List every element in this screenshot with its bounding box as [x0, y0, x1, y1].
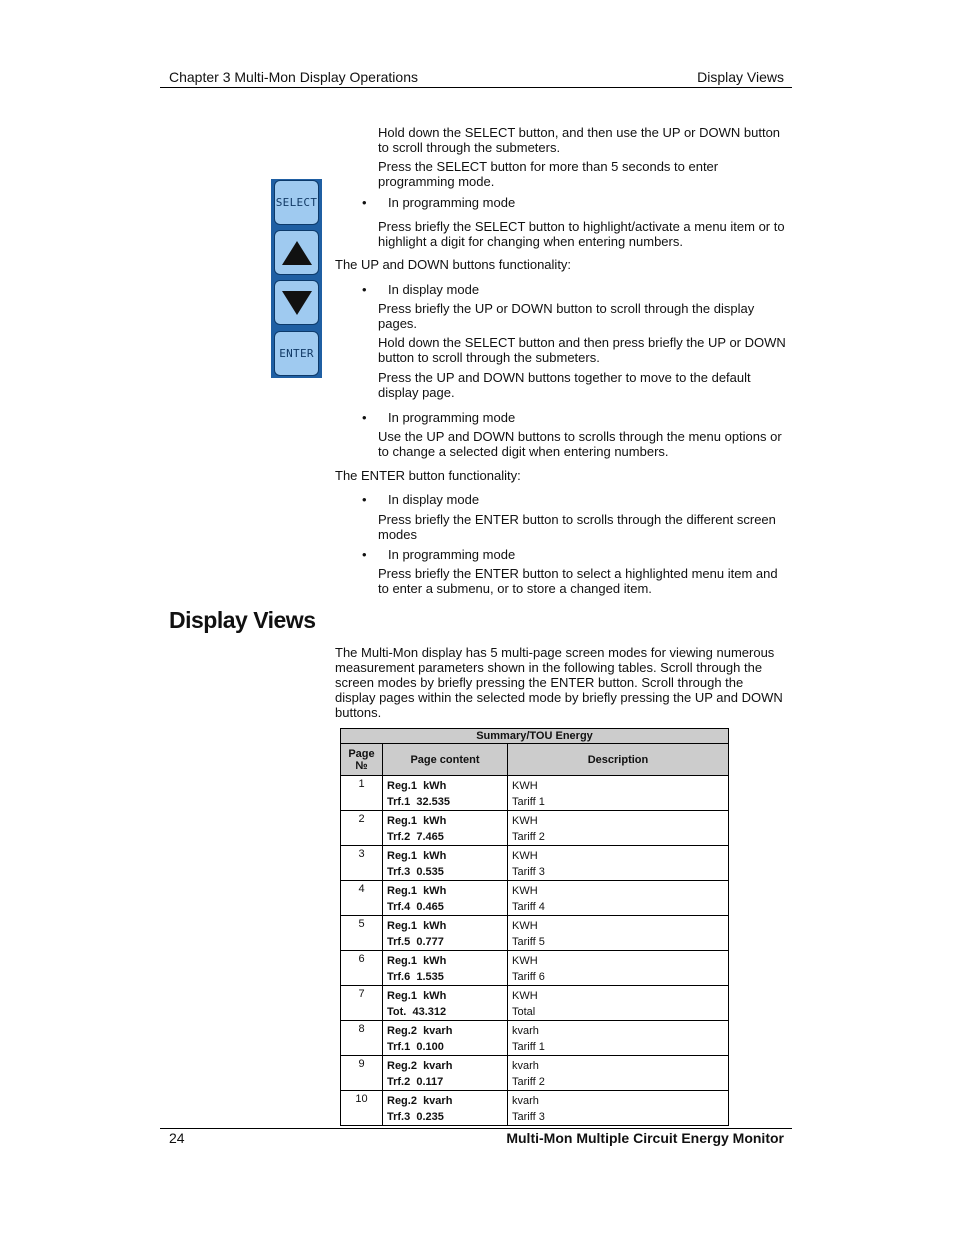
section-name: Display Views — [697, 69, 784, 85]
bullet-icon: • — [362, 282, 367, 297]
select-paragraph-2: Press the SELECT button for more than 5 seconds to enter programming mode. — [378, 159, 719, 189]
page-number: 9 — [341, 1056, 383, 1091]
page-header — [169, 69, 784, 85]
description: KWH Tariff 1 — [508, 776, 729, 811]
page-content: Reg.1 kWh Trf.5 0.777 — [383, 916, 508, 951]
table-row — [341, 811, 729, 846]
select-key — [274, 180, 319, 225]
page-content: Reg.2 kvarh Trf.1 0.100 — [383, 1021, 508, 1056]
updown-paragraph-4: Use the UP and DOWN buttons to scrolls through the menu options or to change a selected digit when entering numbers. — [378, 429, 782, 459]
chapter-title: Chapter 3 Multi-Mon Display Operations — [169, 69, 418, 85]
enter-key-label: ENTER — [279, 347, 314, 360]
keypad-image — [271, 179, 322, 378]
enter-paragraph-1: Press briefly the ENTER button to scrolls through the different screen modes — [378, 512, 776, 542]
page-number: 4 — [341, 881, 383, 916]
header-page-content: Page content — [383, 744, 508, 776]
down-key — [274, 280, 319, 325]
select-paragraph-1: Hold down the SELECT button, and then use the UP or DOWN button to scroll through the submeters. — [378, 125, 781, 155]
enter-heading: The ENTER button functionality: — [335, 468, 521, 483]
page-content: Reg.2 kvarh Trf.2 0.117 — [383, 1056, 508, 1091]
select-paragraph-3: Press briefly the SELECT button to highlight/activate a menu item or to highlight a digit for changing when entering numbers. — [378, 219, 785, 249]
page-number: 6 — [341, 951, 383, 986]
summary-tou-energy-table — [340, 728, 729, 1126]
description: kvarh Tariff 1 — [508, 1021, 729, 1056]
updown-paragraph-2: Hold down the SELECT button and then press briefly the UP or DOWN button to scroll through the submeters. — [378, 335, 786, 365]
down-arrow-icon — [280, 289, 314, 317]
page-footer — [169, 1130, 784, 1146]
description: KWH Tariff 3 — [508, 846, 729, 881]
document-title: Multi-Mon Multiple Circuit Energy Monitor — [506, 1130, 784, 1146]
page-number: 10 — [341, 1091, 383, 1126]
select-bullet-programming: In programming mode — [388, 195, 516, 210]
updown-paragraph-1: Press briefly the UP or DOWN button to scroll through the display pages. — [378, 301, 755, 331]
updown-bullet-display: In display mode — [388, 282, 480, 297]
section-heading: Display Views — [169, 607, 316, 633]
description: KWH Tariff 5 — [508, 916, 729, 951]
footer-rule — [160, 1128, 792, 1129]
page-content: Reg.1 kWh Trf.4 0.465 — [383, 881, 508, 916]
description: KWH Tariff 4 — [508, 881, 729, 916]
page-content: Reg.1 kWh Trf.6 1.535 — [383, 951, 508, 986]
table-row — [341, 776, 729, 811]
page-number-footer: 24 — [169, 1130, 185, 1146]
bullet-icon: • — [362, 410, 367, 425]
up-key — [274, 230, 319, 275]
page-content: Reg.1 kWh Trf.2 7.465 — [383, 811, 508, 846]
table-row — [341, 881, 729, 916]
enter-bullet-display: In display mode — [388, 492, 480, 507]
description: KWH Tariff 2 — [508, 811, 729, 846]
bullet-icon: • — [362, 195, 367, 210]
select-key-label: SELECT — [275, 196, 318, 209]
enter-paragraph-2: Press briefly the ENTER button to select a highlighted menu item and to enter a submenu, or to store a changed item. — [378, 566, 778, 596]
section-paragraph: The Multi-Mon display has 5 multi-page screen modes for viewing numerous measurement parameters shown in the following tables. Scroll through the screen modes by briefly pressing the ENTER button. Scroll through the display pages within the selected mode by briefly pressing the UP and DOWN buttons. — [335, 645, 783, 720]
table-caption: Summary/TOU Energy — [341, 729, 729, 744]
page-number: 1 — [341, 776, 383, 811]
header-page: Page № — [341, 744, 383, 776]
page-number: 2 — [341, 811, 383, 846]
page-content: Reg.2 kvarh Trf.3 0.235 — [383, 1091, 508, 1126]
description: kvarh Tariff 2 — [508, 1056, 729, 1091]
description: KWH Total — [508, 986, 729, 1021]
updown-bullet-programming: In programming mode — [388, 410, 516, 425]
description: KWH Tariff 6 — [508, 951, 729, 986]
updown-heading: The UP and DOWN buttons functionality: — [335, 257, 572, 272]
enter-bullet-programming: In programming mode — [388, 547, 516, 562]
updown-paragraph-3: Press the UP and DOWN buttons together to move to the default display page. — [378, 370, 751, 400]
page-content: Reg.1 kWh Tot. 43.312 — [383, 986, 508, 1021]
page-number: 3 — [341, 846, 383, 881]
header-rule — [160, 87, 792, 88]
page-number: 8 — [341, 1021, 383, 1056]
bullet-icon: • — [362, 547, 367, 562]
table-row — [341, 951, 729, 986]
table-row — [341, 1056, 729, 1091]
table-row — [341, 1091, 729, 1126]
table-row — [341, 986, 729, 1021]
table-row — [341, 1021, 729, 1056]
page-number: 5 — [341, 916, 383, 951]
header-description: Description — [508, 744, 729, 776]
description: kvarh Tariff 3 — [508, 1091, 729, 1126]
table-row — [341, 916, 729, 951]
table-row — [341, 846, 729, 881]
bullet-icon: • — [362, 492, 367, 507]
page-number: 7 — [341, 986, 383, 1021]
page-content: Reg.1 kWh Trf.3 0.535 — [383, 846, 508, 881]
enter-key — [274, 331, 319, 376]
page-content: Reg.1 kWh Trf.1 32.535 — [383, 776, 508, 811]
up-arrow-icon — [280, 239, 314, 267]
